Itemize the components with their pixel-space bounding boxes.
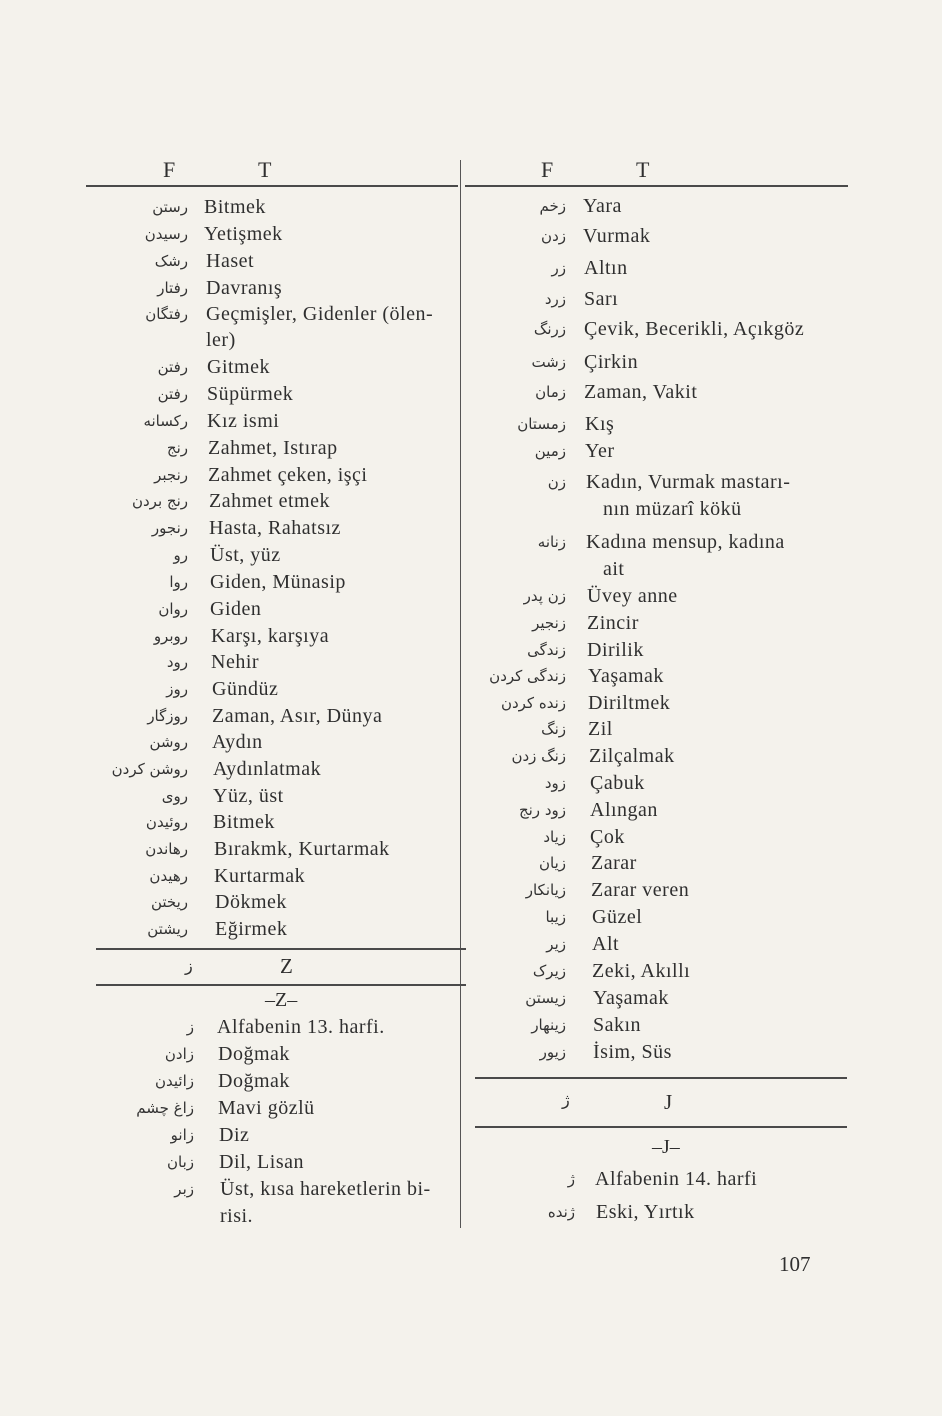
persian-word: زیبا bbox=[545, 908, 566, 926]
persian-word: زینهار bbox=[531, 1016, 566, 1034]
turkish-meaning: Sarı bbox=[584, 288, 619, 310]
entry-row bbox=[86, 569, 458, 596]
persian-word: زیر bbox=[546, 935, 566, 953]
persian-word: زشت bbox=[531, 353, 566, 371]
entry-row bbox=[86, 809, 458, 836]
persian-word: روی bbox=[161, 787, 188, 805]
entry-row bbox=[96, 1122, 460, 1149]
persian-word: زن bbox=[547, 473, 566, 491]
right-header-rule bbox=[465, 185, 848, 187]
entry-row bbox=[86, 703, 458, 730]
persian-word: زانو bbox=[170, 1126, 194, 1144]
entry-row bbox=[466, 931, 846, 958]
entry-row bbox=[466, 690, 846, 717]
entry-row bbox=[96, 1068, 460, 1095]
turkish-meaning: Gitmek bbox=[207, 356, 270, 378]
turkish-meaning: Üvey anne bbox=[587, 585, 678, 607]
entry-row bbox=[466, 663, 846, 690]
persian-word: رنج بردن bbox=[131, 492, 188, 510]
turkish-meaning: Zeki, Akıllı bbox=[592, 960, 691, 982]
j-section-top-rule bbox=[475, 1077, 847, 1079]
entry-row bbox=[86, 916, 458, 943]
turkish-meaning: Diriltmek bbox=[588, 692, 671, 714]
entry-row bbox=[466, 1012, 846, 1039]
right-header-f: F bbox=[541, 157, 555, 182]
persian-word: زمستان bbox=[517, 415, 566, 433]
j-letter-persian: ژ bbox=[562, 1090, 570, 1109]
persian-word: رنجبر bbox=[154, 466, 188, 484]
turkish-meaning: Diz bbox=[219, 1124, 250, 1146]
persian-word: رنجور bbox=[151, 519, 188, 537]
turkish-meaning: Zaman, Asır, Dünya bbox=[212, 705, 383, 727]
persian-word: ژ bbox=[567, 1170, 575, 1188]
turkish-meaning: Aydın bbox=[212, 731, 263, 753]
turkish-meaning: Yüz, üst bbox=[213, 785, 284, 807]
turkish-meaning: Kurtarmak bbox=[214, 865, 306, 887]
entry-row bbox=[466, 556, 846, 583]
turkish-meaning: Nehir bbox=[211, 651, 260, 673]
turkish-meaning: Davranış bbox=[206, 277, 283, 299]
entry-row bbox=[86, 301, 458, 328]
entry-row bbox=[466, 349, 846, 376]
left-header-t: T bbox=[258, 157, 273, 182]
persian-word: زاغ چشم bbox=[136, 1099, 194, 1117]
persian-word: رستن bbox=[152, 198, 188, 216]
entry-row bbox=[96, 1149, 460, 1176]
persian-word: زنگ bbox=[541, 720, 566, 738]
entry-row bbox=[86, 408, 458, 435]
turkish-meaning: Hasta, Rahatsız bbox=[209, 517, 341, 539]
persian-word: رهیدن bbox=[149, 867, 188, 885]
turkish-meaning: Kış bbox=[585, 413, 615, 435]
persian-word: رهاندن bbox=[145, 840, 188, 858]
turkish-meaning: Haset bbox=[206, 250, 255, 272]
turkish-meaning: ler) bbox=[206, 329, 236, 351]
z-letter-latin: Z bbox=[280, 954, 293, 978]
entry-row bbox=[466, 850, 846, 877]
turkish-meaning: Doğmak bbox=[218, 1043, 290, 1065]
turkish-meaning: Doğmak bbox=[218, 1070, 290, 1092]
j-section-heading: –J– bbox=[652, 1136, 680, 1158]
persian-word: زیانکار bbox=[525, 881, 566, 899]
entry-row bbox=[475, 1166, 847, 1193]
entry-row bbox=[466, 637, 846, 664]
entry-row bbox=[86, 381, 458, 408]
j-letter-latin: J bbox=[664, 1090, 673, 1114]
entry-row bbox=[475, 1199, 847, 1226]
z-section-heading: –Z– bbox=[265, 989, 298, 1011]
turkish-meaning: Çabuk bbox=[590, 772, 645, 794]
persian-word: روان bbox=[158, 600, 188, 618]
entry-row bbox=[466, 438, 846, 465]
turkish-meaning: ait bbox=[603, 558, 625, 580]
persian-word: زر bbox=[551, 259, 566, 277]
turkish-meaning: Kadın, Vurmak mastarı- bbox=[586, 471, 791, 493]
entry-row bbox=[86, 863, 458, 890]
z-section-bottom-rule bbox=[96, 984, 466, 986]
turkish-meaning: Zahmet etmek bbox=[209, 490, 330, 512]
entry-row bbox=[86, 889, 458, 916]
turkish-meaning: Zahmet, Istırap bbox=[208, 437, 338, 459]
entry-row bbox=[466, 610, 846, 637]
turkish-meaning: Dökmek bbox=[215, 891, 287, 913]
turkish-meaning: Geçmişler, Gidenler (ölen- bbox=[206, 303, 434, 325]
persian-word: زبان bbox=[166, 1153, 194, 1171]
entry-row bbox=[466, 824, 846, 851]
turkish-meaning: Karşı, karşıya bbox=[211, 625, 330, 647]
persian-word: رفتار bbox=[157, 279, 188, 297]
turkish-meaning: Dirilik bbox=[587, 639, 644, 661]
entry-row bbox=[466, 469, 846, 496]
entry-row bbox=[86, 676, 458, 703]
entry-row bbox=[466, 529, 846, 556]
right-header-t: T bbox=[636, 157, 651, 182]
persian-word: ریشتن bbox=[147, 920, 188, 938]
persian-word: رود bbox=[166, 653, 188, 671]
persian-word: زود رنج bbox=[518, 801, 566, 819]
entry-row bbox=[466, 286, 846, 313]
left-header-f: F bbox=[163, 157, 177, 182]
entry-row bbox=[86, 488, 458, 515]
entry-row bbox=[466, 743, 846, 770]
turkish-meaning: Alfabenin 14. harfi bbox=[595, 1168, 758, 1190]
entry-row bbox=[86, 221, 458, 248]
persian-word: زنجیر bbox=[532, 614, 566, 632]
turkish-meaning: Alfabenin 13. harfi. bbox=[217, 1016, 385, 1038]
persian-word: زندگی bbox=[527, 641, 566, 659]
persian-word: زنگ زدن bbox=[511, 747, 566, 765]
persian-word: زیان bbox=[538, 854, 566, 872]
persian-word: زمان bbox=[535, 383, 566, 401]
turkish-meaning: Çok bbox=[590, 826, 625, 848]
turkish-meaning: Yaşamak bbox=[588, 665, 664, 687]
persian-word: رکسانه bbox=[143, 412, 188, 430]
entry-row bbox=[466, 496, 846, 523]
left-header-rule bbox=[86, 185, 458, 187]
turkish-meaning: Güzel bbox=[592, 906, 643, 928]
entry-row bbox=[466, 316, 846, 343]
persian-word: زدن bbox=[541, 227, 566, 245]
persian-word: زائیدن bbox=[154, 1072, 194, 1090]
entry-row bbox=[86, 462, 458, 489]
persian-word: زود bbox=[544, 774, 566, 792]
persian-word: زیرک bbox=[532, 962, 566, 980]
entry-row bbox=[466, 877, 846, 904]
turkish-meaning: Vurmak bbox=[583, 225, 651, 247]
turkish-meaning: Dil, Lisan bbox=[219, 1151, 304, 1173]
entry-row bbox=[86, 623, 458, 650]
entry-row bbox=[86, 729, 458, 756]
entry-row bbox=[86, 248, 458, 275]
column-divider bbox=[460, 160, 461, 1228]
entry-row bbox=[466, 985, 846, 1012]
entry-row bbox=[466, 583, 846, 610]
persian-word: زنده کردن bbox=[500, 694, 566, 712]
persian-word: ژنده bbox=[547, 1203, 575, 1221]
turkish-meaning: Zilçalmak bbox=[589, 745, 675, 767]
entry-row bbox=[466, 379, 846, 406]
persian-word: رشک bbox=[154, 252, 188, 270]
entry-row bbox=[86, 756, 458, 783]
entry-row bbox=[96, 1041, 460, 1068]
persian-word: ز bbox=[186, 1018, 194, 1036]
turkish-meaning: Alıngan bbox=[590, 799, 658, 821]
entry-row bbox=[86, 649, 458, 676]
entry-row bbox=[466, 1039, 846, 1066]
entry-row bbox=[86, 542, 458, 569]
turkish-meaning: Giden bbox=[210, 598, 262, 620]
turkish-meaning: Aydınlatmak bbox=[213, 758, 322, 780]
persian-word: زادن bbox=[164, 1045, 194, 1063]
turkish-meaning: Kız ismi bbox=[207, 410, 280, 432]
entry-row bbox=[466, 716, 846, 743]
persian-word: روشن bbox=[149, 733, 188, 751]
persian-word: روزگار bbox=[147, 707, 188, 725]
persian-word: زندگی کردن bbox=[489, 667, 566, 685]
turkish-meaning: Üst, kısa hareketlerin bi- bbox=[220, 1178, 431, 1200]
turkish-meaning: Gündüz bbox=[212, 678, 279, 700]
turkish-meaning: Bırakmk, Kurtarmak bbox=[214, 838, 390, 860]
turkish-meaning: Altın bbox=[584, 257, 628, 279]
turkish-meaning: Eğirmek bbox=[215, 918, 288, 940]
entry-row bbox=[466, 411, 846, 438]
persian-word: زن پدر bbox=[523, 587, 566, 605]
turkish-meaning: Giden, Münasip bbox=[210, 571, 346, 593]
persian-word: رو bbox=[173, 546, 188, 564]
persian-word: زرد bbox=[544, 290, 566, 308]
persian-word: روا bbox=[169, 573, 188, 591]
entry-row bbox=[86, 783, 458, 810]
persian-word: ریختن bbox=[150, 893, 188, 911]
turkish-meaning: risi. bbox=[220, 1205, 254, 1227]
entry-row bbox=[86, 515, 458, 542]
entry-row bbox=[86, 327, 458, 354]
persian-word: زیستن bbox=[525, 989, 566, 1007]
z-section-top-rule bbox=[96, 948, 466, 950]
entry-row bbox=[86, 596, 458, 623]
persian-word: زخم bbox=[539, 197, 566, 215]
turkish-meaning: Yara bbox=[583, 195, 622, 217]
turkish-meaning: Zil bbox=[588, 718, 613, 740]
turkish-meaning: Zarar bbox=[591, 852, 637, 874]
turkish-meaning: Çevik, Becerikli, Açıkgöz bbox=[584, 318, 805, 340]
turkish-meaning: Eski, Yırtık bbox=[596, 1201, 695, 1223]
turkish-meaning: Kadına mensup, kadına bbox=[586, 531, 785, 553]
entry-row bbox=[466, 958, 846, 985]
j-section-bottom-rule bbox=[475, 1126, 847, 1128]
persian-word: زیور bbox=[539, 1043, 566, 1061]
turkish-meaning: Mavi gözlü bbox=[218, 1097, 315, 1119]
entry-row bbox=[466, 797, 846, 824]
turkish-meaning: Zaman, Vakit bbox=[584, 381, 698, 403]
entry-row bbox=[466, 193, 846, 220]
persian-word: رفتن bbox=[157, 385, 188, 403]
turkish-meaning: Sakın bbox=[593, 1014, 642, 1036]
page-number: 107 bbox=[779, 1252, 811, 1276]
turkish-meaning: Üst, yüz bbox=[210, 544, 281, 566]
entry-row bbox=[96, 1014, 460, 1041]
z-letter-persian: ز bbox=[185, 956, 193, 975]
persian-word: زبر bbox=[174, 1180, 194, 1198]
persian-word: روبرو bbox=[153, 627, 188, 645]
persian-word: زرنگ bbox=[533, 320, 566, 338]
entry-row bbox=[96, 1176, 460, 1203]
persian-word: زیاد bbox=[543, 828, 566, 846]
persian-word: روشن کردن bbox=[111, 760, 188, 778]
turkish-meaning: Bitmek bbox=[213, 811, 275, 833]
turkish-meaning: Bitmek bbox=[204, 196, 266, 218]
turkish-meaning: Süpürmek bbox=[207, 383, 294, 405]
entry-row bbox=[86, 836, 458, 863]
persian-word: زنانه bbox=[537, 533, 566, 551]
entry-row bbox=[86, 275, 458, 302]
turkish-meaning: Zincir bbox=[587, 612, 639, 634]
turkish-meaning: İsim, Süs bbox=[593, 1041, 672, 1063]
turkish-meaning: Yetişmek bbox=[204, 223, 283, 245]
turkish-meaning: Zarar veren bbox=[591, 879, 690, 901]
persian-word: روز bbox=[166, 680, 188, 698]
turkish-meaning: Yer bbox=[585, 440, 615, 462]
entry-row bbox=[86, 435, 458, 462]
entry-row bbox=[466, 770, 846, 797]
entry-row bbox=[466, 255, 846, 282]
entry-row bbox=[86, 354, 458, 381]
turkish-meaning: Alt bbox=[592, 933, 620, 955]
turkish-meaning: Zahmet çeken, işçi bbox=[208, 464, 368, 486]
entry-row bbox=[96, 1095, 460, 1122]
persian-word: رنج bbox=[166, 439, 188, 457]
persian-word: رسیدن bbox=[144, 225, 188, 243]
entry-row bbox=[86, 194, 458, 221]
persian-word: روئیدن bbox=[145, 813, 188, 831]
turkish-meaning: nın müzarî kökü bbox=[603, 498, 742, 520]
persian-word: رفتن bbox=[157, 358, 188, 376]
turkish-meaning: Yaşamak bbox=[593, 987, 669, 1009]
entry-row bbox=[466, 904, 846, 931]
persian-word: زمین bbox=[534, 442, 566, 460]
turkish-meaning: Çirkin bbox=[584, 351, 639, 373]
entry-row bbox=[96, 1203, 460, 1230]
entry-row bbox=[466, 223, 846, 250]
persian-word: رفتگان bbox=[145, 305, 188, 323]
